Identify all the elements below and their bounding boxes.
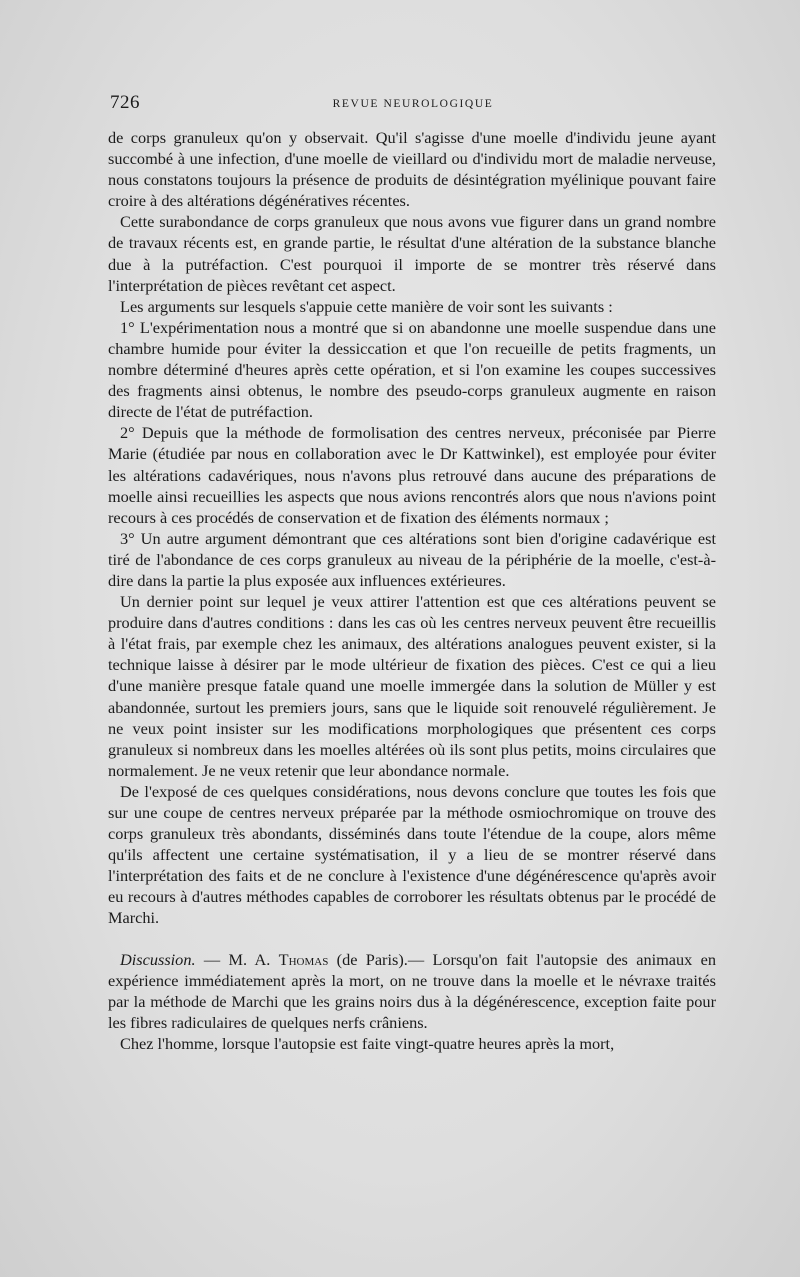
paragraph-continuation: de corps granuleux qu'on y observait. Qu'il s'agisse d'une moelle d'individu jeune ayant succombé à une infection, d'une moelle de vieillard ou d'individu mort de maladie nerveuse, nous constatons toujours la présence de produits de désintégration myélinique pouvant faire croire à des altérations dégénératives récentes. bbox=[108, 128, 716, 211]
discussion-dash: — M. A. bbox=[195, 949, 279, 969]
argument-1: 1° L'expérimentation nous a montré que si on abandonne une moelle suspendue dans une chambre humide pour éviter la dessiccation et que l'on recueille de petits fragments, un nombre déterminé d'heures après cette opération, et si l'on examine les coupes successives des fragments ainsi obtenus, le nombre des pseudo-corps granuleux augmente en raison directe de l'état de putréfaction. bbox=[108, 317, 716, 422]
paragraph-conclusion: De l'exposé de ces quelques considérations, nous devons conclure que toutes les fois que sur une coupe de centres nerveux préparée par la méthode osmiochromique on trouve des corps granuleux très abondants, disséminés dans toute l'étendue de la coupe, alors même qu'ils affectent une certaine systématisation, il y a lieu de se montrer réservé dans l'interprétation des faits et de ne conclure à l'existence d'une dégénérescence qu'après avoir eu recours à d'autres méthodes capables de corroborer les résultats obtenus par le procédé de Marchi. bbox=[108, 781, 716, 928]
paragraph-chez-homme: Chez l'homme, lorsque l'autopsie est faite vingt-quatre heures après la mort, bbox=[120, 1033, 615, 1053]
discussion-speaker: Thomas bbox=[278, 949, 329, 969]
discussion-text: (de Paris).— Lorsqu'on fait l'autopsie des animaux en expérience immédiatement après la mort, on ne trouve dans la moelle et le névraxe traités par la méthode de Marchi que les grains noirs dus à la dégénérescence, exception faite pour les fibres radiculaires de quelques nerfs crâniens. bbox=[108, 949, 716, 1032]
page-header bbox=[110, 92, 716, 118]
argument-3: 3° Un autre argument démontrant que ces altérations sont bien d'origine cadavérique est tiré de l'abondance de ces corps granuleux au niveau de la périphérie de la moelle, c'est-à-dire dans la partie la plus exposée aux influences extérieures. bbox=[108, 528, 716, 590]
paragraph-surabondance: Cette surabondance de corps granuleux que nous avons vue figurer dans un grand nombre de travaux récents est, en grande partie, le résultat d'une altération de la substance blanche due à la putréfaction. C'est pourquoi il importe de se montrer très réservé dans l'interprétation de pièces revêtant cet aspect. bbox=[108, 212, 716, 295]
argument-2: 2° Depuis que la méthode de formolisation des centres nerveux, préconisée par Pierre Marie (étudiée par nous en collaboration avec le Dr Kattwinkel), est employée pour éviter les altérations cadavériques, nous n'avons plus retrouvé dans aucune des préparations de moelle ainsi recueillies les aspects que nous avions rencontrés alors que nous n'avions point recours à ces procédés de conservation et de fixation des éléments normaux ; bbox=[108, 423, 716, 527]
page-number: 726 bbox=[110, 92, 140, 113]
discussion-paragraph bbox=[108, 949, 716, 1033]
paragraph-arguments-intro: Les arguments sur lesquels s'appuie cette manière de voir sont les suivants : bbox=[120, 296, 613, 316]
body-text bbox=[108, 127, 716, 1054]
running-title: REVUE NEUROLOGIQUE bbox=[332, 98, 494, 110]
discussion-label: Discussion. bbox=[120, 949, 196, 969]
paragraph-dernier-point: Un dernier point sur lequel je veux attirer l'attention est que ces altérations peuvent se produire dans d'autres conditions : dans les cas où les centres nerveux peuvent être recueillis à l'état frais, par exemple chez les animaux, des altérations analogues peuvent exister, si la technique laisse à désirer par le mode ultérieur de fixation des pièces. C'est ce qui a lieu d'une manière presque fatale quand une moelle immergée dans la solution de Müller y est abandonnée, surtout les premiers jours, sans que le liquide soit renouvelé régulièrement. Je ne veux point insister sur les modifications morphologiques que présentent ces corps granuleux si nombreux dans les moelles altérées où ils sont plus petits, moins circulaires que normalement. Je ne veux retenir que leur abondance normale. bbox=[108, 592, 716, 780]
